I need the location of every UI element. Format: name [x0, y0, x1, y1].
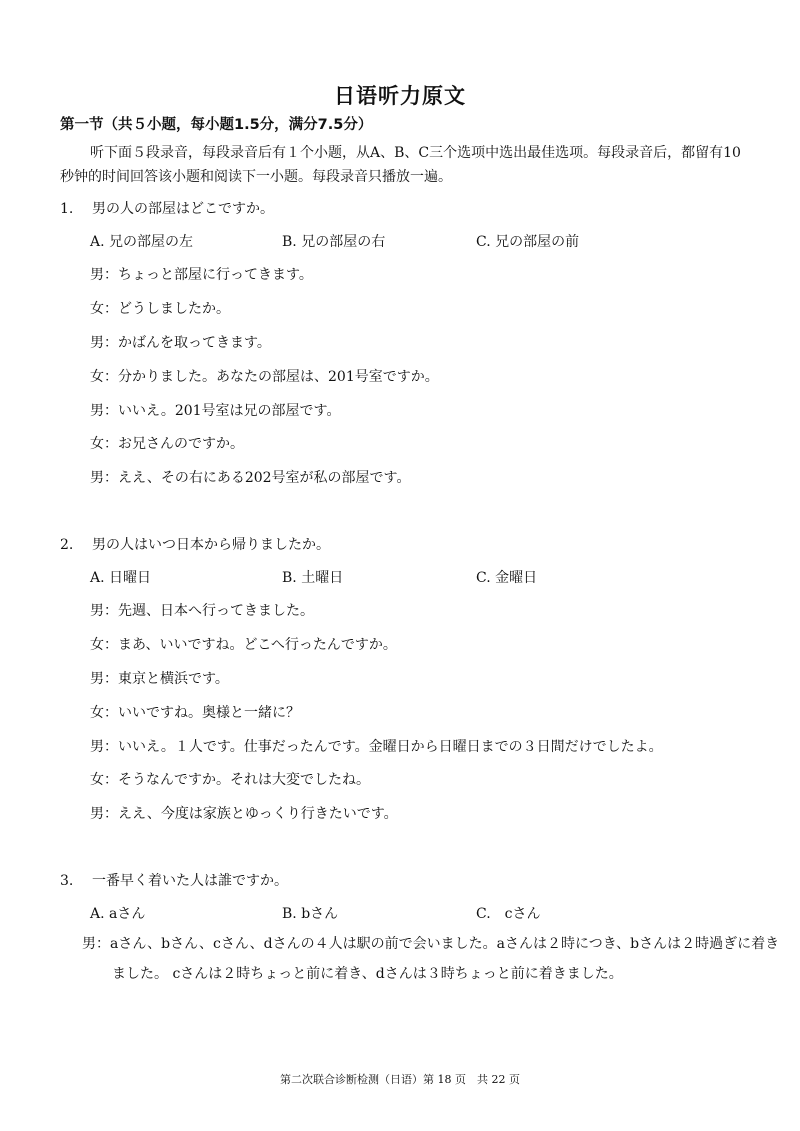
page-footer: 第二次联合诊断检测（日语）第 18 页 共 22 页 — [280, 1073, 520, 1086]
question-text: 男の人はいつ日本から帰りましたか。 — [92, 537, 330, 553]
option-a: A. aさん — [90, 906, 146, 922]
dialogue-line: 男：ええ、その右にある202号室が私の部屋です。 — [90, 470, 411, 486]
dialogue-line: 女：お兄さんのですか。 — [90, 436, 244, 452]
question-3 — [60, 870, 288, 890]
dialogue-line: 女：分かりました。あなたの部屋は、201号室ですか。 — [90, 369, 439, 385]
option-b: B. 土曜日 — [282, 570, 344, 586]
section-header: 第一节（共５小题，每小题1.5分，满分7.5分） — [60, 117, 373, 133]
option-c: C. cさん — [476, 906, 541, 922]
instructions — [60, 141, 750, 189]
question-text: 一番早く着いた人は誰ですか。 — [92, 873, 288, 889]
instructions-text: 听下面５段录音，每段录音后有１个小题，从A、B、C三个选项中选出最佳选项。每段录音后，都留有10秒钟的时间回答该小题和阅读下一小题。每段录音只播放一遍。 — [60, 145, 741, 185]
question-text: 男の人の部屋はどこですか。 — [92, 201, 274, 217]
dialogue-line: 男：ちょっと部屋に行ってきます。 — [90, 267, 313, 283]
dialogue-line: 男：いいえ。１人です。仕事だったんです。金曜日から日曜日までの３日間だけでしたよ。 — [90, 739, 663, 755]
option-b: B. bさん — [282, 906, 339, 922]
question-number: 3. — [60, 873, 74, 889]
dialogue-line: 男：かばんを取ってきます。 — [90, 335, 271, 351]
option-c: C. 兄の部屋の前 — [476, 234, 580, 250]
page-title: 日语听力原文 — [334, 84, 466, 108]
question-2 — [60, 534, 330, 554]
option-c: C. 金曜日 — [476, 570, 538, 586]
dialogue-line: 男：東京と横浜です。 — [90, 671, 229, 687]
dialogue-line: 女：そうなんですか。それは大変でしたね。 — [90, 772, 370, 788]
dialogue-line: 男：先週、日本へ行ってきました。 — [90, 603, 314, 619]
option-a: A. 日曜日 — [90, 570, 152, 586]
dialogue-line: 男：ええ、今度は家族とゆっくり行きたいです。 — [90, 806, 398, 822]
monologue: 男：aさん、bさん、cさん、dさんの４人は駅の前で会いました。aさんは２時につき、bさんは２時過ぎに着きました。 cさんは２時ちょっと前に着き、dさんは３時ちょっと前に着きました。 — [82, 936, 780, 982]
dialogue-line: 男：いいえ。201号室は兄の部屋です。 — [90, 403, 341, 419]
option-b: B. 兄の部屋の右 — [282, 234, 386, 250]
option-a: A. 兄の部屋の左 — [90, 234, 194, 250]
dialogue-line: 女：まあ、いいですね。どこへ行ったんですか。 — [90, 637, 397, 653]
question-number: 2. — [60, 537, 74, 553]
dialogue-line: 女：どうしましたか。 — [90, 301, 230, 317]
question-number: 1. — [60, 201, 74, 217]
dialogue-line: 女：いいですね。奥様と一緒に？ — [90, 705, 300, 721]
question-1 — [60, 198, 274, 218]
